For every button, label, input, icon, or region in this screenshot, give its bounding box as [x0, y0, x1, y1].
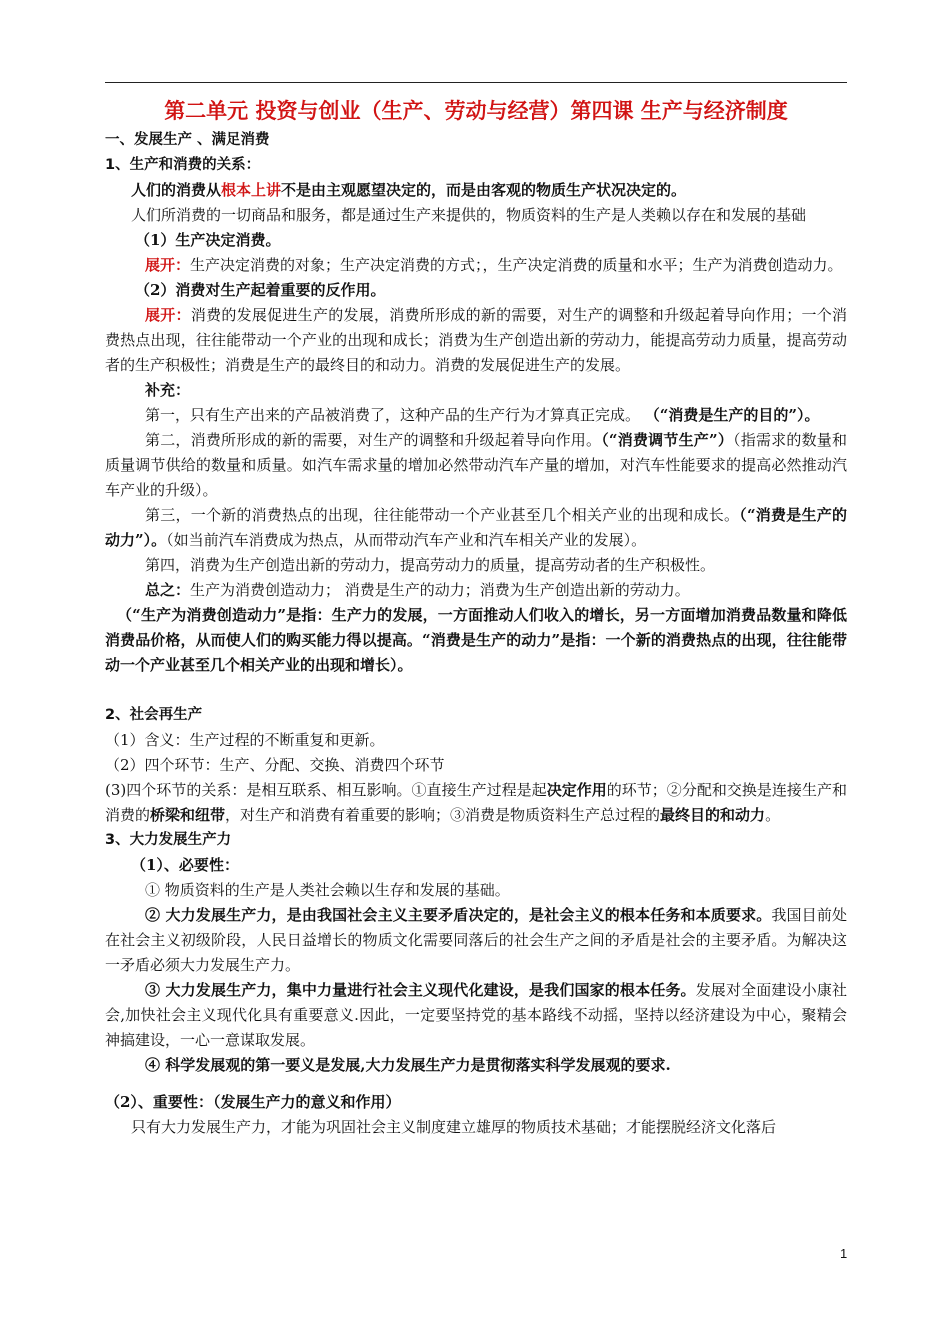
supplement-emphasis: （“消费是生产的动力”）。: [105, 506, 847, 549]
supplement-label: 补充：: [145, 381, 191, 399]
supplement-4: 第四，消费为生产创造出新的劳动力，提高劳动力的质量，提高劳动者的生产积极性。: [145, 556, 716, 574]
subsection-heading-2: 2、社会再生产: [105, 707, 203, 723]
necessity-text: 发展对全面建设小康社会,加快社会主义现代化具有重要意义.因此，一定要坚持党的基本路线不动摇，坚持以经济建设为中心，聚精会神搞建设，一心一意谋取发展。: [105, 981, 847, 1049]
expand-text: 生产决定消费的对象；生产决定消费的方式；，生产决定消费的质量和水平；生产为消费创造动力。: [190, 256, 843, 274]
supplement-3: [105, 503, 847, 553]
relations-emphasis: 决定作用: [546, 781, 607, 799]
lead-text-a: 人们的消费从: [131, 181, 222, 199]
point-2-heading: （2）消费对生产起着重要的反作用。: [135, 281, 386, 299]
relations-text: ，对生产和消费有着重要的影响；③消费是物质资料生产总过程的: [225, 806, 661, 824]
page-number: 1: [840, 1246, 848, 1261]
necessity-item-1: ① 物质资料的生产是人类社会赖以生存和发展的基础。: [145, 881, 510, 899]
spacer: [105, 678, 847, 703]
necessity-emphasis: ② 大力发展生产力，是由我国社会主义主要矛盾决定的，是社会主义的根本任务和本质要求。: [145, 906, 772, 924]
point-1-expand: [105, 253, 847, 278]
expand-text: 消费的发展促进生产的发展，消费所形成的新的需要，对生产的调整和升级起着导向作用；一个消费热点出现，往往能带动一个产业的出现和成长；消费为生产创造出新的劳动力，能提高劳动力质量，提高劳动者的生产积极性；消费是生产的最终目的和动力。消费的发展促进生产的发展。: [105, 306, 847, 374]
relations-text: (3)四个环节的关系：是相互联系、相互影响。①直接生产过程是起: [105, 781, 547, 799]
supplement-emphasis: （“消费是生产的目的”）。: [644, 406, 820, 424]
necessity-item-2: [105, 903, 847, 978]
supplement-text: 第二，消费所形成的新的需要，对生产的调整和升级起着导向作用。: [145, 431, 602, 449]
summary-label: 总之：: [145, 581, 191, 599]
importance-text: 只有大力发展生产力，才能为巩固社会主义制度建立雄厚的物质技术基础；才能摆脱经济文化落后: [131, 1118, 777, 1136]
necessity-heading: （1）、必要性：: [131, 856, 239, 874]
relations-emphasis: 最终目的和动力: [660, 806, 766, 824]
lead-statement: [105, 178, 847, 203]
document-title: 第二单元 投资与创业（生产、劳动与经营）第四课 生产与经济制度: [164, 99, 788, 123]
subsection-heading-3: 3、大力发展生产力: [105, 832, 232, 848]
relations-text: 的环节；②分配和交换是连接生产和消费的: [105, 781, 847, 824]
summary: [105, 578, 847, 603]
document-body: [105, 96, 847, 1140]
paragraph-basis: 人们所消费的一切商品和服务，都是通过生产来提供的，物质资料的生产是人类赖以存在和发展的基础: [131, 206, 807, 224]
reproduction-stages: （2）四个环节：生产、分配、交换、消费四个环节: [105, 756, 445, 774]
supplement-text: （如当前汽车消费成为热点，从而带动汽车产业和汽车相关产业的发展）。: [166, 531, 647, 549]
supplement-text: 第三，一个新的消费热点的出现，往往能带动一个产业甚至几个相关产业的出现和成长。: [145, 506, 740, 524]
necessity-emphasis: ③ 大力发展生产力，集中力量进行社会主义现代化建设，是我们国家的根本任务。: [145, 981, 696, 999]
supplement-emphasis: （“消费调节生产”）: [601, 431, 734, 449]
supplement-2: [105, 428, 847, 503]
point-1-heading: （1）生产决定消费。: [135, 231, 281, 249]
subsection-heading-1: 1、生产和消费的关系：: [105, 157, 261, 173]
supplement-1: [105, 403, 847, 428]
reproduction-relations: [105, 778, 847, 828]
relations-text: 。: [765, 806, 781, 824]
lead-text-b: 不是由主观愿望决定的，而是由客观的物质生产状况决定的。: [281, 181, 687, 199]
header-rule: [105, 82, 847, 83]
bold-note: （“生产为消费创造动力”是指：生产力的发展，一方面推动人们收入的增长，另一方面增加消费品数量和降低消费品价格，从而使人们的购买能力得以提高。“消费是生产的动力”是指：一个新的消费热点的出现，往往能带动一个产业甚至几个相关产业的出现和增长）。: [105, 606, 847, 674]
importance-heading: （2）、重要性：（发展生产力的意义和作用）: [105, 1093, 401, 1111]
relations-emphasis: 桥梁和纽带: [150, 806, 226, 824]
supplement-text: （指需求的数量和质量调节供给的数量和质量。如汽车需求量的增加必然带动汽车产量的增加，对汽车性能要求的提高必然推动汽车产业的升级）。: [105, 431, 847, 499]
lead-highlight: 根本上讲: [221, 181, 282, 199]
supplement-text: 第一，只有生产出来的产品被消费了，这种产品的生产行为才算真正完成。: [145, 406, 641, 424]
necessity-item-3: [105, 978, 847, 1053]
necessity-item-4: ④ 科学发展观的第一要义是发展,大力发展生产力是贯彻落实科学发展观的要求.: [145, 1056, 671, 1074]
expand-label: 展开：: [145, 256, 191, 274]
expand-label: 展开：: [145, 306, 191, 324]
reproduction-definition: （1）含义：生产过程的不断重复和更新。: [105, 731, 385, 749]
section-heading-1: 一、发展生产 、满足消费: [105, 132, 270, 148]
necessity-text: 我国目前处在社会主义初级阶段，人民日益增长的物质文化需要同落后的社会生产之间的矛盾是社会的主要矛盾。为解决这一矛盾必须大力发展生产力。: [105, 906, 847, 974]
spacer: [105, 1078, 847, 1090]
point-2-expand: [105, 303, 847, 378]
summary-text: 生产为消费创造动力； 消费是生产的动力；消费为生产创造出新的劳动力。: [190, 581, 690, 599]
